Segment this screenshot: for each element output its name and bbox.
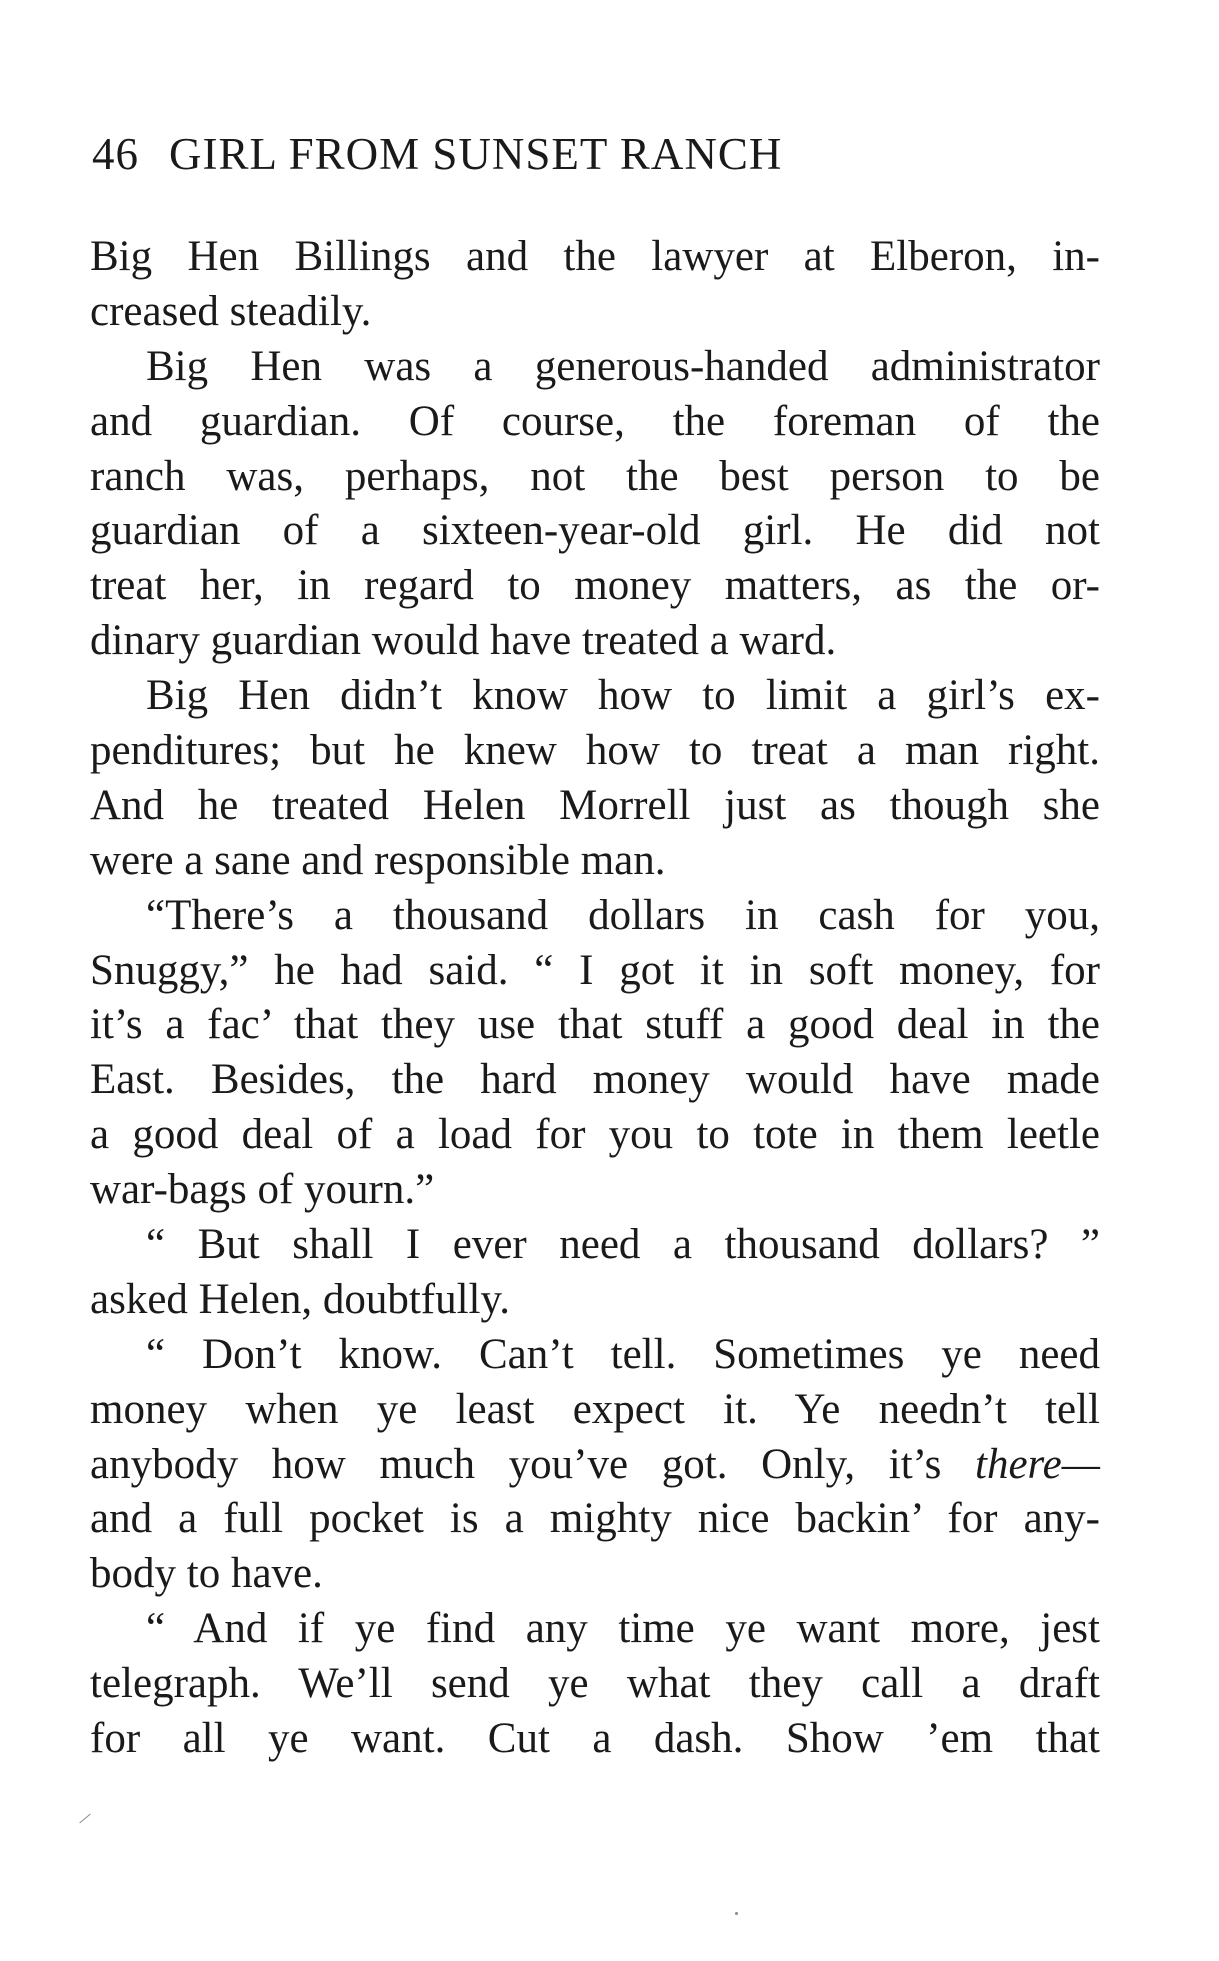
text-line: penditures; but he knew how to treat a man right. bbox=[90, 727, 1100, 775]
text-line: and a full pocket is a mighty nice backin’ for any- bbox=[90, 1495, 1100, 1543]
text-line: And he treated Helen Morrell just as though she bbox=[90, 781, 1100, 829]
text-line: for all ye want. Cut a dash. Show ’em that bbox=[90, 1715, 1100, 1763]
page-number: 46 bbox=[92, 129, 139, 179]
page-header bbox=[92, 128, 782, 180]
text-line: money when ye least expect it. Ye needn’t tell bbox=[90, 1385, 1100, 1433]
text-line: “ Don’t know. Can’t tell. Sometimes ye need bbox=[146, 1330, 1100, 1378]
text-line: body to have. bbox=[90, 1550, 323, 1598]
text-line: war-bags of yourn.” bbox=[90, 1166, 435, 1214]
text-line: were a sane and responsible man. bbox=[90, 836, 666, 884]
text-line: Big Hen was a generous-handed administrator bbox=[146, 342, 1100, 390]
text-line: Snuggy,” he had said. “ I got it in soft money, for bbox=[90, 946, 1100, 994]
text-line: “ But shall I ever need a thousand dollars? ” bbox=[146, 1221, 1100, 1269]
text-line: and guardian. Of course, the foreman of the bbox=[90, 397, 1100, 445]
text-line: treat her, in regard to money matters, as the or- bbox=[90, 562, 1100, 610]
scan-speck bbox=[79, 1814, 90, 1824]
text-line: East. Besides, the hard money would have made bbox=[90, 1056, 1100, 1104]
text-line: guardian of a sixteen-year-old girl. He did not bbox=[90, 507, 1100, 555]
scan-speck bbox=[735, 1912, 738, 1915]
text-line: anybody how much you’ve got. Only, it’s there— bbox=[90, 1440, 1100, 1488]
text-line: creased steadily. bbox=[90, 287, 372, 335]
running-title: GIRL FROM SUNSET RANCH bbox=[169, 129, 783, 179]
text-line: “There’s a thousand dollars in cash for you, bbox=[146, 891, 1100, 939]
emphasis-text: there— bbox=[975, 1440, 1100, 1488]
text-line: Big Hen Billings and the lawyer at Elberon, in- bbox=[90, 233, 1100, 280]
text-line: Big Hen didn’t know how to limit a girl’s ex- bbox=[146, 672, 1100, 720]
body-text bbox=[90, 230, 1100, 1767]
text-line: telegraph. We’ll send ye what they call a draft bbox=[90, 1660, 1100, 1708]
text-line: asked Helen, doubtfully. bbox=[90, 1275, 510, 1323]
text-line: ranch was, perhaps, not the best person to be bbox=[90, 452, 1100, 500]
text-line: it’s a fac’ that they use that stuff a good deal in the bbox=[90, 1001, 1100, 1049]
text-line: “ And if ye find any time ye want more, jest bbox=[146, 1605, 1100, 1653]
text-line: dinary guardian would have treated a ward. bbox=[90, 617, 837, 665]
text-line: a good deal of a load for you to tote in them leetle bbox=[90, 1111, 1100, 1159]
